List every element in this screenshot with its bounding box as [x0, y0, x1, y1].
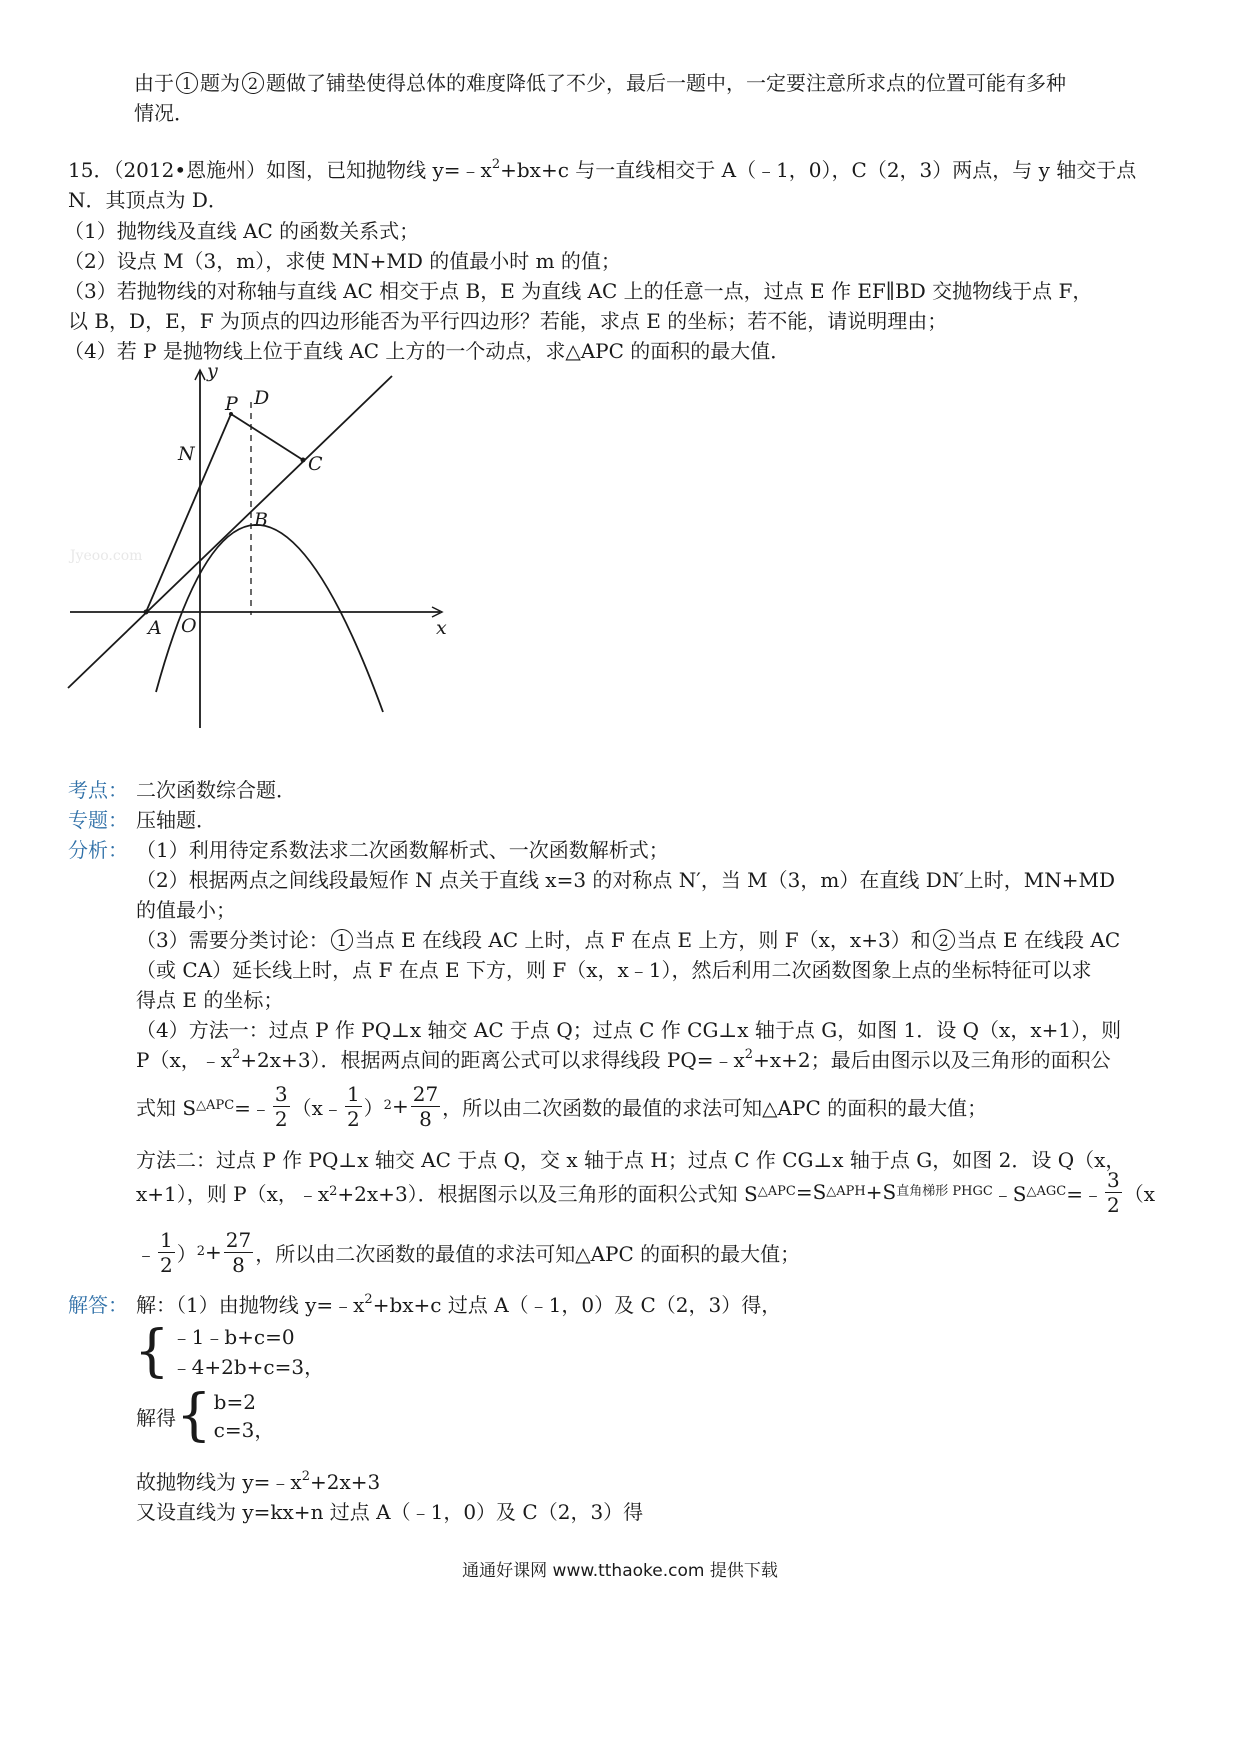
- point-c: [301, 458, 306, 463]
- text: =S: [795, 1180, 827, 1204]
- denominator: 2: [274, 1106, 288, 1131]
- label-d: D: [254, 387, 270, 409]
- problem-header: [68, 155, 1136, 185]
- text: +bx+c 过点 A（﹣1，0）及 C（2，3）得，: [372, 1293, 782, 1317]
- zhuanti-text: 压轴题．: [136, 808, 216, 832]
- text: （x﹣: [291, 1095, 343, 1120]
- text: 故抛物线为 y=﹣x: [136, 1470, 302, 1494]
- text: c=3: [213, 1418, 255, 1442]
- intro-text: 题为: [200, 71, 240, 95]
- denominator: 8: [232, 1252, 245, 1277]
- fraction: [273, 1082, 290, 1131]
- fenxi-label: 分析：: [68, 838, 128, 862]
- circled-2: 2: [933, 929, 955, 951]
- fraction: [345, 1082, 362, 1131]
- solution-system: [136, 1383, 275, 1448]
- denominator: 8: [419, 1106, 432, 1131]
- fenxi-4b: [136, 1045, 1111, 1075]
- label-x: x: [436, 617, 447, 639]
- problem-line-2: N．其顶点为 D．: [68, 188, 228, 212]
- equation-system: [134, 1319, 325, 1384]
- label-o: O: [181, 615, 197, 637]
- label-y: y: [207, 360, 218, 382]
- exponent: 2: [232, 1047, 241, 1062]
- brace-icon: {: [134, 1319, 170, 1384]
- label-c: C: [308, 453, 323, 475]
- text: 当点 E 在线段 AC: [956, 928, 1121, 952]
- text: +: [205, 1240, 222, 1264]
- text: +2x+3: [309, 1470, 381, 1494]
- circled-1: 1: [176, 72, 198, 94]
- text: +x+2；最后由图示以及三角形的面积公: [753, 1048, 1111, 1072]
- exponent: 2: [744, 1047, 754, 1062]
- jieda-line: 又设直线为 y=kx+n 过点 A（﹣1，0）及 C（2，3）得: [136, 1500, 644, 1524]
- jieda-parabola: [136, 1467, 380, 1497]
- brace-icon: {: [176, 1383, 212, 1448]
- footer: 通通好课网 www.tthaoke.com 提供下载: [462, 1561, 778, 1581]
- fraction: [224, 1228, 253, 1277]
- fenxi-m2c: ﹣ $\frac{1}{2}$ ） 2 + $\frac{27}{8}$ ，所以由二次函数的最值的求法可知△APC 的面积的最大值；: [136, 1227, 801, 1277]
- label-p: P: [225, 393, 238, 415]
- fenxi-2b: 的值最小；: [136, 898, 236, 922]
- fenxi-3a: [136, 925, 1120, 955]
- watermark: Jyeoo.com: [70, 548, 143, 564]
- text: 式知 S: [136, 1095, 197, 1120]
- zhuanti-label: 专题：: [68, 808, 128, 832]
- jieda-label: 解答：: [68, 1293, 128, 1317]
- problem-text: +bx+c 与一直线相交于 A（﹣1，0），C（2，3）两点，与 y 轴交于点: [500, 158, 1137, 182]
- text: ，: [254, 1418, 275, 1442]
- denominator: 2: [1107, 1192, 1120, 1217]
- circled-1: 1: [331, 929, 353, 951]
- intro-line-1: [134, 68, 1066, 98]
- denominator: 2: [346, 1106, 360, 1131]
- intro-line-2: 情况．: [134, 101, 194, 125]
- text: （x: [1123, 1181, 1156, 1206]
- segment-pc: [231, 414, 303, 460]
- kaodian-text: 二次函数综合题．: [136, 778, 296, 802]
- text: x+1），则 P（x，﹣x: [136, 1181, 330, 1206]
- text: ，所以由二次函数的最值的求法可知△APC 的面积的最大值；: [442, 1095, 988, 1120]
- text: ﹣4+2b+c=3: [171, 1355, 305, 1379]
- exponent: 2: [491, 157, 501, 172]
- parabola-figure: [60, 360, 480, 740]
- text: +: [391, 1094, 409, 1118]
- numerator: 1: [160, 1227, 173, 1252]
- numerator: 3: [274, 1081, 288, 1106]
- intro-text: 由于: [134, 71, 174, 95]
- fenxi-m2a: 方法二：过点 P 作 PQ⊥x 轴交 AC 于点 Q，交 x 轴于点 H；过点 C 作 CG⊥x 轴于点 G，如图 2．设 Q（x，: [136, 1148, 1126, 1172]
- fenxi-1: （1）利用待定系数法求二次函数解析式、一次函数解析式；: [136, 838, 669, 862]
- text: =﹣: [1066, 1181, 1103, 1206]
- text: 解得: [136, 1405, 176, 1430]
- line-ac: [68, 376, 392, 688]
- fenxi-2a: （2）根据两点之间线段最短作 N 点关于直线 x=3 的对称点 N′，当 M（3，m）在直线 DN′上时，MN+MD: [136, 868, 1116, 892]
- text: +2x+3）．根据图示以及三角形的面积公式知 S: [337, 1181, 758, 1206]
- point-a: [144, 610, 149, 615]
- fraction: [158, 1228, 175, 1277]
- text: ﹣: [136, 1241, 156, 1266]
- label-n: N: [178, 443, 195, 465]
- question-3a: （3）若抛物线的对称轴与直线 AC 相交于点 B，E 为直线 AC 上的任意一点，过点 E 作 EF∥BD 交抛物线于点 F，: [64, 279, 1093, 303]
- fenxi-m2b: x+1），则 P（x，﹣x 2 +2x+3）．根据图示以及三角形的面积公式知 S △APC =S △APH +S 直角梯形 PHGC ﹣S △AGC =﹣ $\frac{3}{2}$ （x: [136, 1167, 1156, 1217]
- question-4: （4）若 P 是抛物线上位于直线 AC 上方的一个动点，求△APC 的面积的最大值．: [64, 339, 791, 363]
- numerator: 1: [346, 1081, 360, 1106]
- fenxi-4a: （4）方法一：过点 P 作 PQ⊥x 轴交 AC 于点 Q；过点 C 作 CG⊥x 轴于点 G，如图 1．设 Q（x，x+1），则: [136, 1018, 1122, 1042]
- equation-2: [172, 1352, 324, 1382]
- numerator: 3: [1107, 1167, 1120, 1192]
- intro-text: 题做了铺垫使得总体的难度降低了不少，最后一题中，一定要注意所求点的位置可能有多种: [266, 71, 1066, 95]
- question-1: （1）抛物线及直线 AC 的函数关系式；: [64, 219, 420, 243]
- fenxi-3b: （或 CA）延长线上时，点 F 在点 E 下方，则 F（x，x﹣1），然后利用二次函数图象上点的坐标特征可以求: [136, 958, 1092, 982]
- problem-text: 15．（2012•恩施州）如图，已知抛物线 y=﹣x: [68, 158, 492, 182]
- result-b: b=2: [213, 1390, 256, 1414]
- text: +2x+3）．根据两点间的距离公式可以求得线段 PQ=﹣x: [240, 1048, 745, 1072]
- question-2: （2）设点 M（3，m），求使 MN+MD 的值最小时 m 的值；: [64, 249, 621, 273]
- text: ）: [363, 1095, 384, 1120]
- fenxi-3c: 得点 E 的坐标；: [136, 988, 284, 1012]
- label-b: B: [254, 509, 268, 531]
- question-3b: 以 B，D，E，F 为顶点的四边形能否为平行四边形？若能，求点 E 的坐标；若不能，请说明理由；: [68, 309, 948, 333]
- fraction: [1105, 1168, 1122, 1217]
- jieda-1: [136, 1290, 781, 1320]
- text: P（x，﹣x: [136, 1048, 233, 1072]
- fraction: [411, 1082, 440, 1131]
- equation-1: ﹣1﹣b+c=0: [171, 1325, 295, 1349]
- text: =﹣: [234, 1095, 271, 1120]
- circled-2: 2: [242, 72, 264, 94]
- fenxi-4c: 式知 S △APC =﹣ $\frac{3}{2}$ （x﹣ $\frac{1}{2}$ ） 2 + $\frac{27}{8}$ ，所以由二次函数的最值的求法可知△APC 的面积的最大值；: [136, 1081, 988, 1131]
- denominator: 2: [160, 1252, 173, 1277]
- text: （3）需要分类讨论：: [136, 928, 329, 952]
- text: 当点 E 在线段 AC 上时，点 F 在点 E 上方，则 F（x，x+3）和: [354, 928, 931, 952]
- text: 解：（1）由抛物线 y=﹣x: [136, 1293, 365, 1317]
- exponent: 2: [301, 1469, 310, 1484]
- result-c: [214, 1416, 275, 1444]
- exponent: 2: [364, 1292, 373, 1307]
- text: +S: [865, 1180, 897, 1204]
- numerator: 27: [225, 1227, 252, 1252]
- text: ）: [176, 1241, 197, 1266]
- kaodian-label: 考点：: [68, 778, 128, 802]
- numerator: 27: [412, 1081, 439, 1106]
- text: ﹣S: [992, 1181, 1027, 1206]
- label-a: A: [148, 617, 162, 639]
- text: ，所以由二次函数的最值的求法可知△APC 的面积的最大值；: [255, 1241, 801, 1266]
- text: ，: [304, 1355, 325, 1379]
